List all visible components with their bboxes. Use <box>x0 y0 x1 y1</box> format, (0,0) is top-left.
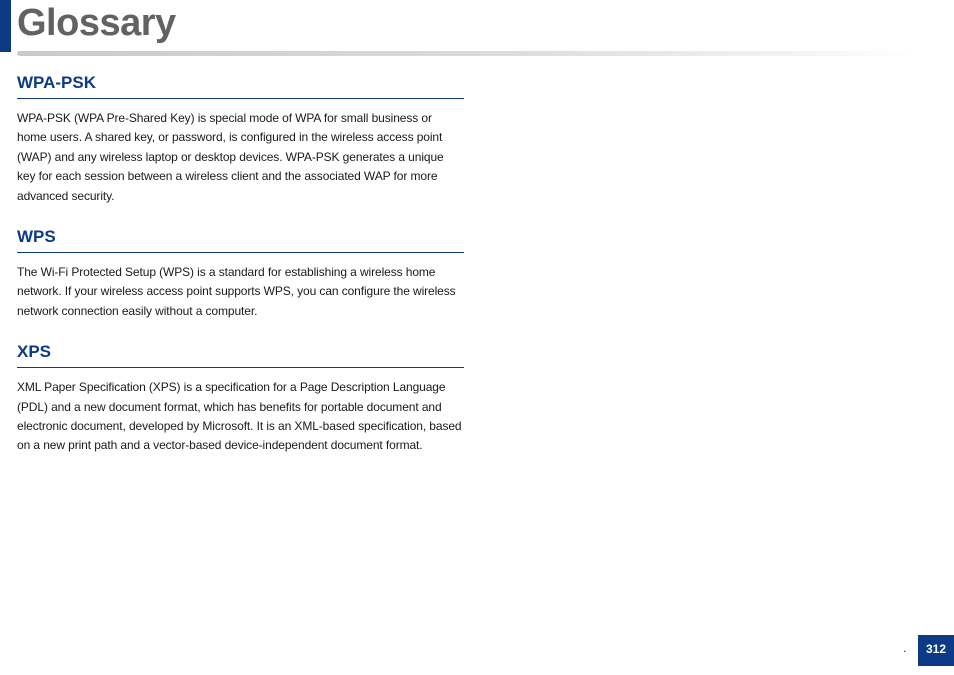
header-accent-bar <box>0 0 11 52</box>
section-body: The Wi-Fi Protected Setup (WPS) is a standard for establishing a wireless home network. If your wireless access point supports WPS, you can configure the wireless network connection easily without a computer. <box>17 265 456 318</box>
section-heading: XPS <box>17 341 464 368</box>
glossary-content <box>17 72 464 456</box>
page-number-badge: 312 <box>918 635 954 666</box>
footer-dot: . <box>903 641 907 655</box>
glossary-entry-wps <box>17 226 464 321</box>
section-heading: WPA-PSK <box>17 72 464 99</box>
section-body: WPA-PSK (WPA Pre-Shared Key) is special mode of WPA for small business or home users. A shared key, or password, is configured in the wireless access point (WAP) and any wireless laptop or desktop devices. WPA-PSK generates a unique key for each session between a wireless client and the associated WAP for more advanced security. <box>17 111 444 203</box>
header-rule <box>17 51 917 56</box>
glossary-entry-xps <box>17 341 464 456</box>
section-body: XML Paper Specification (XPS) is a specification for a Page Description Language (PDL) and a new document format, which has benefits for portable document and electronic document, developed by Microsoft. It is an XML-based specification, based on a new print path and a vector-based device-independent document format. <box>17 380 462 453</box>
glossary-entry-wpa-psk <box>17 72 464 206</box>
section-heading: WPS <box>17 226 464 253</box>
page-title: Glossary <box>17 2 176 44</box>
